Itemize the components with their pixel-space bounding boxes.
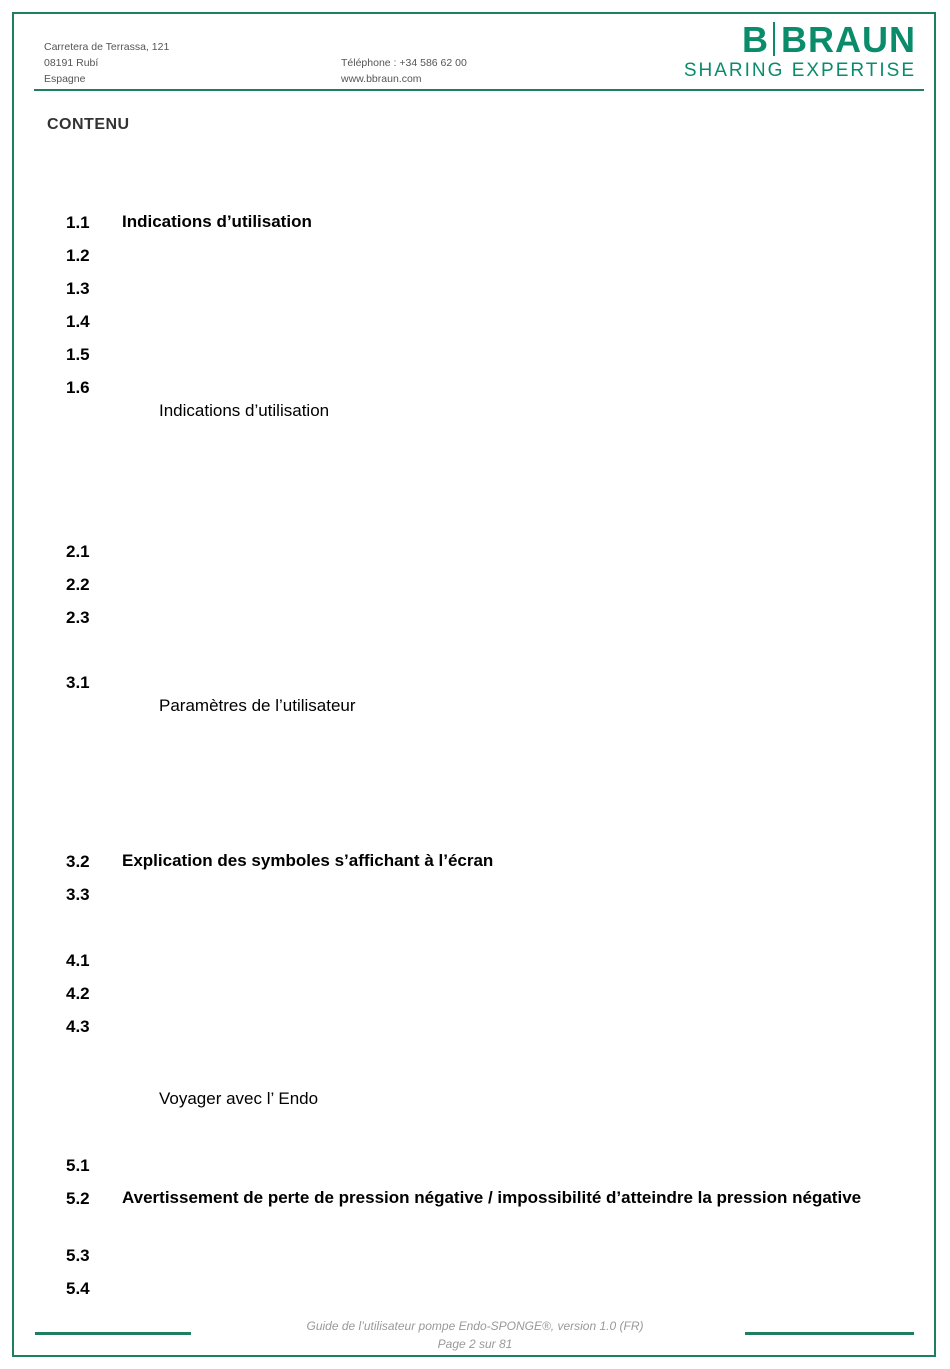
toc-entry-voyager[interactable]: Voyager avec l’ Endo <box>159 1089 319 1108</box>
address-line: Carretera de Terrassa, 121 <box>44 41 170 53</box>
footer-page-number: Page 2 sur 81 <box>437 1337 513 1351</box>
toc-number: 1.3 <box>66 279 90 298</box>
logo-brand: BRAUN <box>781 19 916 60</box>
toc-title: CONTENU <box>47 116 130 133</box>
toc-number: 1.5 <box>66 345 90 364</box>
address-block <box>44 39 169 87</box>
bbraun-logo <box>684 20 916 82</box>
toc-number: 2.3 <box>66 608 90 627</box>
toc-number: 5.1 <box>66 1156 90 1175</box>
toc-number: 4.2 <box>66 984 90 1003</box>
toc-entry-indications[interactable]: Indications d’utilisation <box>122 212 312 231</box>
contact-block <box>341 55 467 87</box>
phone-line: Téléphone : +34 586 62 00 <box>341 57 467 69</box>
toc-number: 2.1 <box>66 542 90 561</box>
toc-number: 3.1 <box>66 673 90 692</box>
header-divider <box>34 89 924 91</box>
toc-number: 3.2 <box>66 852 90 871</box>
toc-number: 5.4 <box>66 1279 90 1298</box>
logo-b: B <box>742 19 769 60</box>
toc-entry-symboles[interactable]: Explication des symboles s’affichant à l’écran <box>122 851 494 870</box>
toc-number: 5.2 <box>66 1189 90 1208</box>
toc-number: 1.2 <box>66 246 90 265</box>
toc-number: 3.3 <box>66 885 90 904</box>
footer-doc-title: Guide de l’utilisateur pompe Endo-SPONGE®, version 1.0 (FR) <box>306 1319 644 1333</box>
website-line: www.bbraun.com <box>341 73 422 85</box>
logo-separator <box>773 22 775 56</box>
toc-entry-avertissement[interactable]: Avertissement de perte de pression négative / impossibilité d’atteindre la pression négative <box>122 1188 862 1207</box>
address-line: 08191 Rubí <box>44 57 99 69</box>
toc-number: 1.1 <box>66 213 90 232</box>
toc-number: 5.3 <box>66 1246 90 1265</box>
toc-number: 4.3 <box>66 1017 90 1036</box>
toc-number: 4.1 <box>66 951 90 970</box>
toc-entry-parametres[interactable]: Paramètres de l’utilisateur <box>159 696 356 715</box>
toc-number: 2.2 <box>66 575 90 594</box>
address-line: Espagne <box>44 73 86 85</box>
toc-number: 1.6 <box>66 378 90 397</box>
toc-number: 1.4 <box>66 312 90 331</box>
toc-entry-indications-sub[interactable]: Indications d’utilisation <box>159 401 330 420</box>
logo-wordmark <box>684 20 916 60</box>
logo-tagline: SHARING EXPERTISE <box>683 60 916 81</box>
